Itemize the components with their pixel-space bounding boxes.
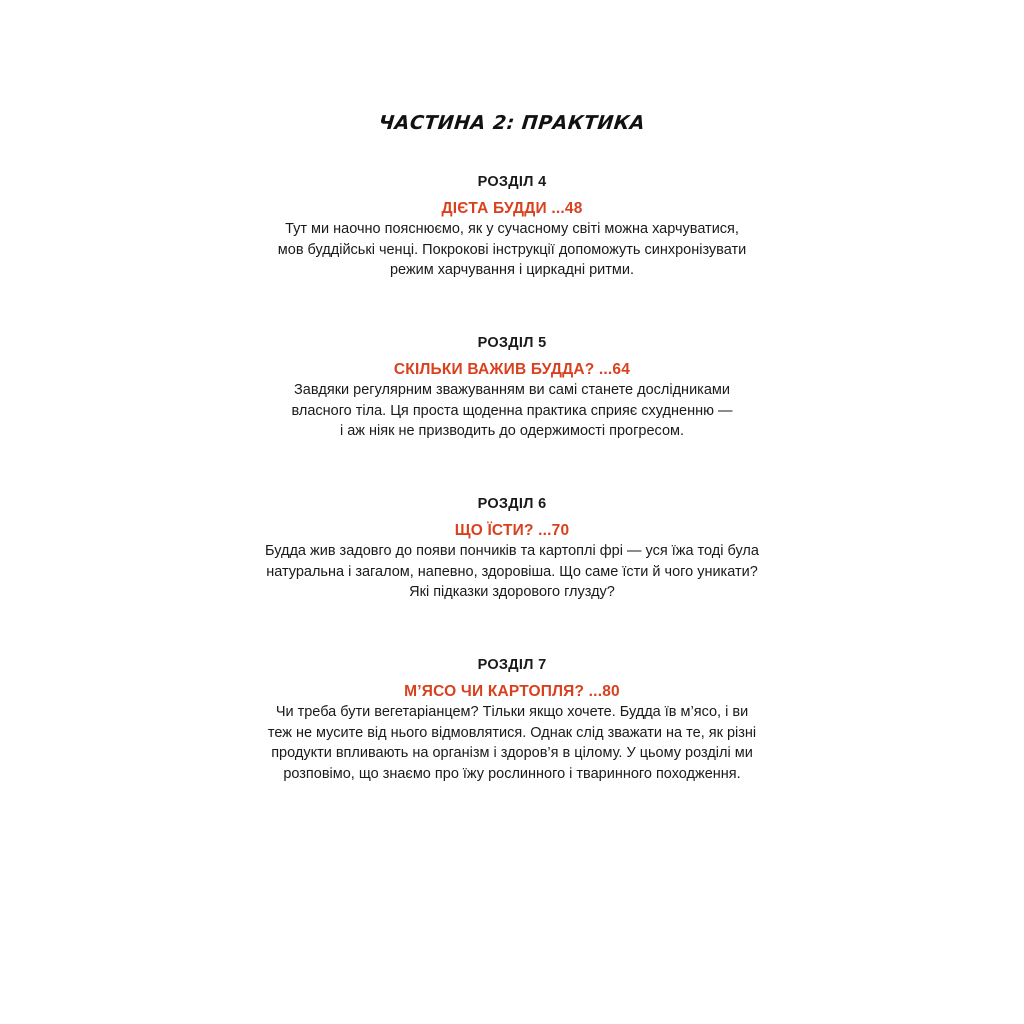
chapter-description: Тут ми наочно пояснюємо, як у сучасному світі можна харчуватися, мов буддійські ченці. Покрокові інструкції допоможуть синхронізувати режим харчування і циркадні ритми. xyxy=(277,221,747,278)
chapter-title: М’ЯСО ЧИ КАРТОПЛЯ? ...80 xyxy=(404,683,620,700)
chapter-label: РОЗДІЛ 7 xyxy=(477,657,547,673)
chapter-title: ДІЄТА БУДДИ ...48 xyxy=(441,200,583,217)
chapter-title: СКІЛЬКИ ВАЖИВ БУДДА? ...64 xyxy=(393,361,631,378)
chapter-entry xyxy=(252,495,772,603)
chapter-entry xyxy=(252,656,772,784)
chapter-label: РОЗДІЛ 5 xyxy=(477,335,547,351)
chapter-title: ЩО ЇСТИ? ...70 xyxy=(454,522,570,539)
chapter-label: РОЗДІЛ 4 xyxy=(477,174,547,190)
chapter-description: Будда жив задовго до появи пончиків та картоплі фрі — уся їжа тоді була натуральна і загалом, напевно, здоровіша. Що саме їсти й чого уникати? Які підказки здорового глузду? xyxy=(265,543,759,600)
chapter-entry xyxy=(252,334,772,442)
chapter-entry xyxy=(252,173,772,281)
chapter-label: РОЗДІЛ 6 xyxy=(477,496,547,512)
chapter-description: Чи треба бути вегетаріанцем? Тільки якщо хочете. Будда їв м’ясо, і ви теж не мусите від нього відмовлятися. Однак слід зважати на те, як різні продукти впливають на організм і здоров’я в цілому. У цьому розділі ми розповімо, що знаємо про їжу рослинного і тваринного походження. xyxy=(267,704,757,782)
part-title: ЧАСТИНА 2: ПРАКТИКА xyxy=(377,112,647,134)
chapter-description: Завдяки регулярним зважуванням ви самі станете дослідниками власного тіла. Ця проста щоденна практика сприяє схудненню — і аж ніяк не призводить до одержимості прогресом. xyxy=(291,382,733,439)
